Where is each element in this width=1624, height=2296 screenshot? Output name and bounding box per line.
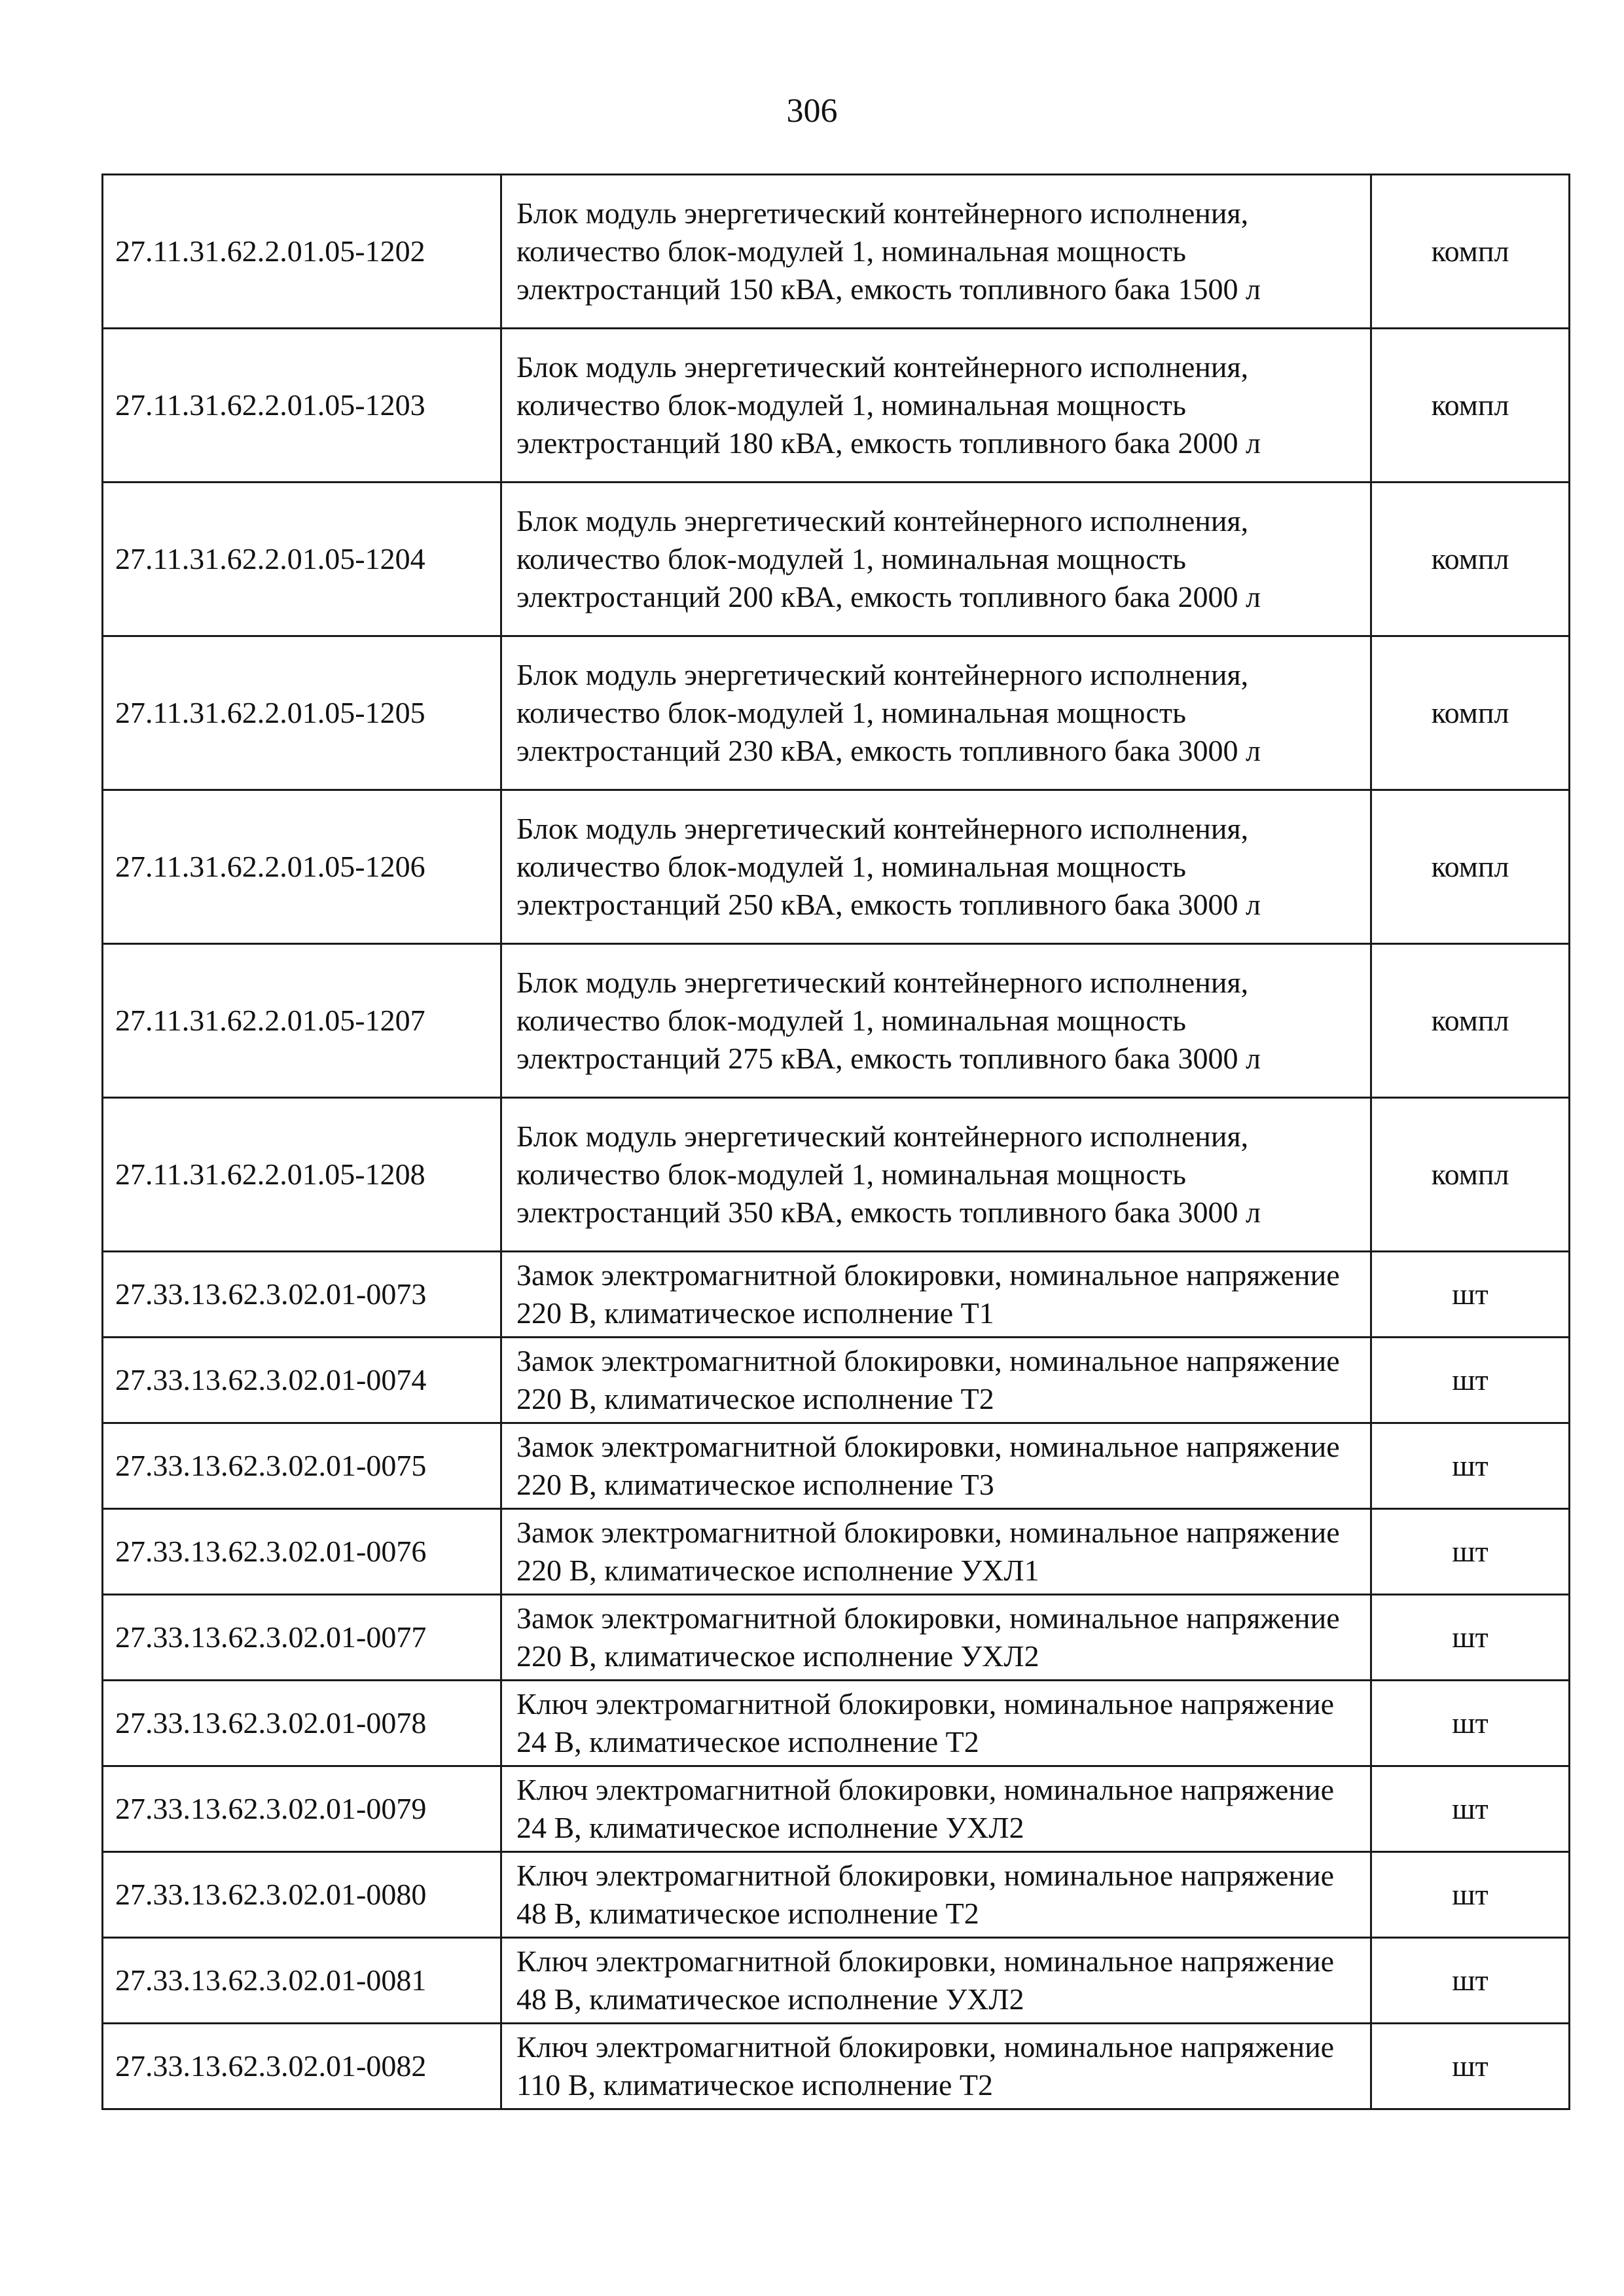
item-description: Блок модуль энергетический контейнерного исполнения, количество блок-модулей 1, номинальная мощность электростанций 250 кВА, емкость топливного бака 3000 л xyxy=(501,790,1371,944)
item-unit: шт xyxy=(1371,1252,1570,1338)
table-row xyxy=(103,1681,1570,1766)
item-description: Ключ электромагнитной блокировки, номинальное напряжение 24 В, климатическое исполнение УХЛ2 xyxy=(501,1766,1371,1852)
item-description: Ключ электромагнитной блокировки, номинальное напряжение 48 В, климатическое исполнение УХЛ2 xyxy=(501,1938,1371,2024)
item-code: 27.33.13.62.3.02.01-0079 xyxy=(103,1766,501,1852)
table-row xyxy=(103,1423,1570,1509)
item-unit: шт xyxy=(1371,1509,1570,1595)
item-code: 27.11.31.62.2.01.05-1207 xyxy=(103,944,501,1098)
item-unit: шт xyxy=(1371,1852,1570,1938)
item-description: Ключ электромагнитной блокировки, номинальное напряжение 24 В, климатическое исполнение Т2 xyxy=(501,1681,1371,1766)
item-code: 27.33.13.62.3.02.01-0080 xyxy=(103,1852,501,1938)
item-unit: компл xyxy=(1371,483,1570,636)
catalog-table-body xyxy=(103,175,1570,2109)
item-description: Блок модуль энергетический контейнерного исполнения, количество блок-модулей 1, номинальная мощность электростанций 230 кВА, емкость топливного бака 3000 л xyxy=(501,636,1371,790)
item-unit: компл xyxy=(1371,175,1570,329)
table-row xyxy=(103,1338,1570,1423)
item-description: Замок электромагнитной блокировки, номинальное напряжение 220 В, климатическое исполнение УХЛ1 xyxy=(501,1509,1371,1595)
item-unit: компл xyxy=(1371,790,1570,944)
item-unit: шт xyxy=(1371,1338,1570,1423)
table-row xyxy=(103,1852,1570,1938)
item-unit: шт xyxy=(1371,2024,1570,2109)
table-row xyxy=(103,1766,1570,1852)
item-description: Замок электромагнитной блокировки, номинальное напряжение 220 В, климатическое исполнение Т3 xyxy=(501,1423,1371,1509)
table-row xyxy=(103,329,1570,483)
table-row xyxy=(103,944,1570,1098)
item-unit: шт xyxy=(1371,1423,1570,1509)
item-description: Блок модуль энергетический контейнерного исполнения, количество блок-модулей 1, номинальная мощность электростанций 350 кВА, емкость топливного бака 3000 л xyxy=(501,1098,1371,1252)
item-description: Блок модуль энергетический контейнерного исполнения, количество блок-модулей 1, номинальная мощность электростанций 275 кВА, емкость топливного бака 3000 л xyxy=(501,944,1371,1098)
item-description: Замок электромагнитной блокировки, номинальное напряжение 220 В, климатическое исполнение УХЛ2 xyxy=(501,1595,1371,1681)
item-code: 27.33.13.62.3.02.01-0078 xyxy=(103,1681,501,1766)
item-code: 27.33.13.62.3.02.01-0073 xyxy=(103,1252,501,1338)
item-code: 27.11.31.62.2.01.05-1202 xyxy=(103,175,501,329)
table-row xyxy=(103,483,1570,636)
item-code: 27.33.13.62.3.02.01-0075 xyxy=(103,1423,501,1509)
item-unit: компл xyxy=(1371,944,1570,1098)
table-row xyxy=(103,2024,1570,2109)
item-code: 27.33.13.62.3.02.01-0082 xyxy=(103,2024,501,2109)
item-description: Ключ электромагнитной блокировки, номинальное напряжение 48 В, климатическое исполнение Т2 xyxy=(501,1852,1371,1938)
item-code: 27.11.31.62.2.01.05-1203 xyxy=(103,329,501,483)
item-unit: шт xyxy=(1371,1766,1570,1852)
table-row xyxy=(103,790,1570,944)
item-description: Ключ электромагнитной блокировки, номинальное напряжение 110 В, климатическое исполнение Т2 xyxy=(501,2024,1371,2109)
table-row xyxy=(103,1938,1570,2024)
page-number: 306 xyxy=(786,92,838,130)
item-unit: шт xyxy=(1371,1938,1570,2024)
item-code: 27.33.13.62.3.02.01-0076 xyxy=(103,1509,501,1595)
item-description: Блок модуль энергетический контейнерного исполнения, количество блок-модулей 1, номинальная мощность электростанций 150 кВА, емкость топливного бака 1500 л xyxy=(501,175,1371,329)
item-code: 27.11.31.62.2.01.05-1208 xyxy=(103,1098,501,1252)
item-description: Замок электромагнитной блокировки, номинальное напряжение 220 В, климатическое исполнение Т2 xyxy=(501,1338,1371,1423)
item-description: Блок модуль энергетический контейнерного исполнения, количество блок-модулей 1, номинальная мощность электростанций 200 кВА, емкость топливного бака 2000 л xyxy=(501,483,1371,636)
table-row xyxy=(103,1509,1570,1595)
table-row xyxy=(103,1252,1570,1338)
item-description: Блок модуль энергетический контейнерного исполнения, количество блок-модулей 1, номинальная мощность электростанций 180 кВА, емкость топливного бака 2000 л xyxy=(501,329,1371,483)
item-unit: шт xyxy=(1371,1595,1570,1681)
item-unit: компл xyxy=(1371,636,1570,790)
item-code: 27.33.13.62.3.02.01-0081 xyxy=(103,1938,501,2024)
item-code: 27.11.31.62.2.01.05-1204 xyxy=(103,483,501,636)
table-row xyxy=(103,636,1570,790)
table-row xyxy=(103,175,1570,329)
item-code: 27.11.31.62.2.01.05-1206 xyxy=(103,790,501,944)
item-unit: компл xyxy=(1371,1098,1570,1252)
item-code: 27.33.13.62.3.02.01-0077 xyxy=(103,1595,501,1681)
item-unit: компл xyxy=(1371,329,1570,483)
table-row xyxy=(103,1595,1570,1681)
item-code: 27.11.31.62.2.01.05-1205 xyxy=(103,636,501,790)
table-row xyxy=(103,1098,1570,1252)
item-code: 27.33.13.62.3.02.01-0074 xyxy=(103,1338,501,1423)
item-description: Замок электромагнитной блокировки, номинальное напряжение 220 В, климатическое исполнение Т1 xyxy=(501,1252,1371,1338)
catalog-table xyxy=(101,173,1570,2110)
item-unit: шт xyxy=(1371,1681,1570,1766)
